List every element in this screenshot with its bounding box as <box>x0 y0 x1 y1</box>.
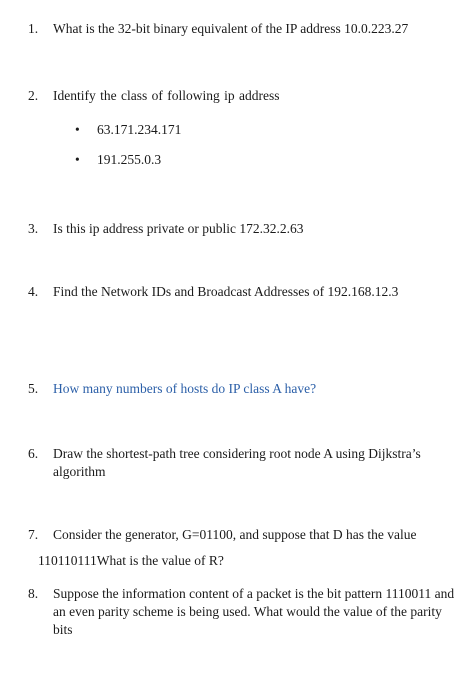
question-text: Find the Network IDs and Broadcast Addresses of 192.168.12.3 <box>53 284 399 299</box>
question-text: Is this ip address private or public 172.32.2.63 <box>53 221 304 236</box>
question-7-continuation <box>38 552 468 570</box>
question-number: 5. <box>28 381 39 396</box>
question-number: 6. <box>28 446 39 461</box>
question-number: 1. <box>28 21 39 36</box>
question-text-continuation: 110110111What is the value of R? <box>38 553 224 568</box>
question-text: What is the 32-bit binary equivalent of the IP address 10.0.223.27 <box>53 21 409 36</box>
question-text: Suppose the information content of a packet is the bit pattern 1110011 and an even parity scheme is being used. What would the value of the parity bits <box>53 586 455 637</box>
question-text: Identify the class of following ip address <box>53 88 280 103</box>
ip-address: 63.171.234.171 <box>97 122 182 137</box>
question-text: How many numbers of hosts do IP class A have? <box>53 381 317 396</box>
question-text: Draw the shortest-path tree considering root node A using Dijkstra’s algorithm <box>53 446 421 479</box>
question-number: 2. <box>28 88 39 103</box>
bullet-icon: • <box>75 122 80 137</box>
bullet-icon: • <box>75 152 80 167</box>
question-text: Consider the generator, G=01100, and suppose that D has the value <box>53 527 417 542</box>
question-number: 3. <box>28 221 39 236</box>
question-number: 4. <box>28 284 39 299</box>
question-number: 7. <box>28 527 39 542</box>
ip-address: 191.255.0.3 <box>97 152 162 167</box>
question-number: 8. <box>28 586 39 601</box>
